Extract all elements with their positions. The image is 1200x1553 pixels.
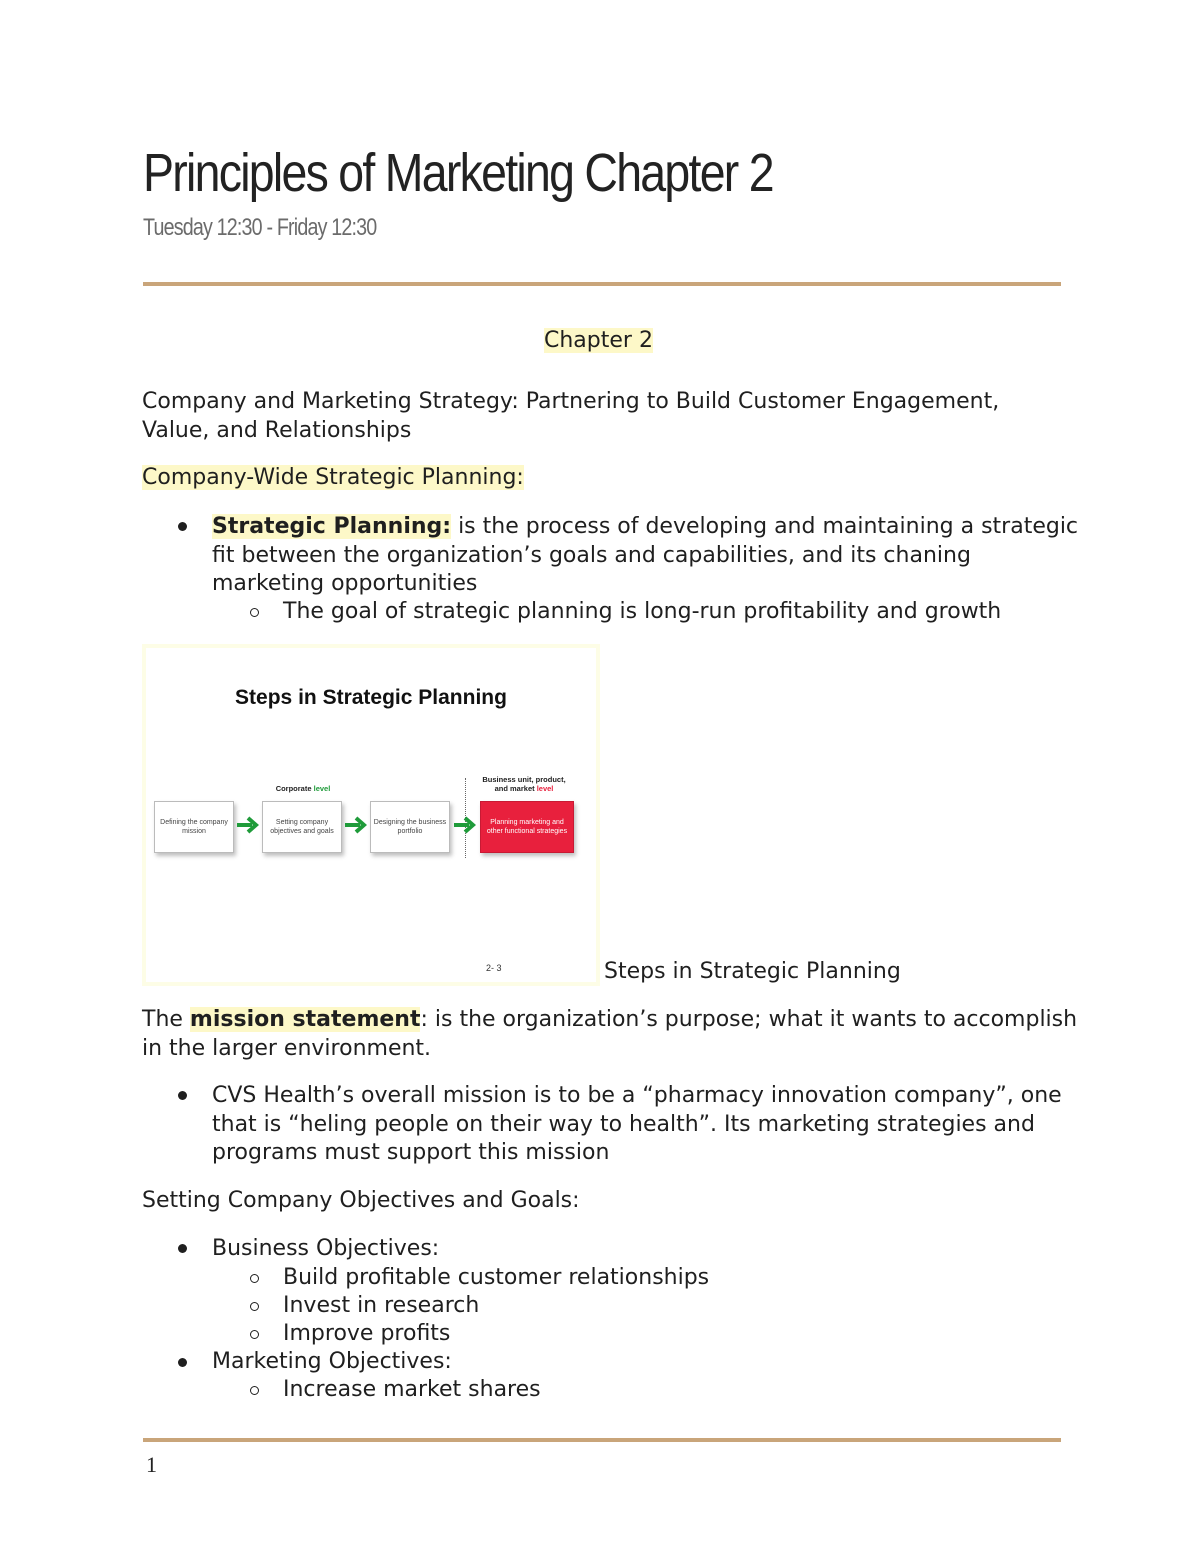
footer-divider: [143, 1438, 1061, 1442]
bullet-icon: [178, 1091, 187, 1100]
arrow-right-icon: [452, 815, 476, 835]
business-objective-item: Build profitable customer relationships: [283, 1265, 710, 1290]
step-box-marketing: Planning marketing and other functional strategies: [480, 801, 574, 853]
business-level-label: Business unit, product, and market level: [482, 775, 566, 793]
document-subtitle: Tuesday 12:30 - Friday 12:30: [143, 214, 377, 241]
strategic-planning-term: Strategic Planning:: [212, 514, 452, 539]
mission-line-2: in the larger environment.: [142, 1036, 432, 1061]
sub-bullet-icon: [250, 608, 259, 617]
step-box-objectives: Setting company objectives and goals: [262, 801, 342, 853]
corporate-level-label: Corporate level: [275, 784, 331, 793]
marketing-objective-item: Increase market shares: [283, 1377, 541, 1402]
arrow-right-icon: [343, 815, 367, 835]
mission-term: mission statement: [189, 1007, 421, 1032]
bullet-icon: [178, 1358, 187, 1367]
strategic-planning-sub-bullet: The goal of strategic planning is long-run profitability and growth: [283, 599, 1002, 624]
cvs-line-1: CVS Health’s overall mission is to be a “pharmacy innovation company”, one: [212, 1083, 1062, 1108]
sub-bullet-icon: [250, 1302, 259, 1311]
arrow-right-icon: [235, 815, 259, 835]
bullet-icon: [178, 522, 187, 531]
chapter-heading: Chapter 2: [544, 328, 653, 353]
strategic-planning-line-3: marketing opportunities: [212, 571, 478, 596]
sub-bullet-icon: [250, 1330, 259, 1339]
document-title: Principles of Marketing Chapter 2: [143, 143, 773, 203]
cvs-line-2: that is “heling people on their way to health”. Its marketing strategies and: [212, 1112, 1035, 1137]
strategic-planning-line-1: Strategic Planning: is the process of developing and maintaining a strategic: [212, 514, 1079, 539]
section-heading-strategic-planning: Company-Wide Strategic Planning:: [142, 465, 524, 490]
sub-bullet-icon: [250, 1386, 259, 1395]
sub-bullet-icon: [250, 1274, 259, 1283]
figure-page-label: 2- 3: [486, 963, 502, 973]
business-objectives-label: Business Objectives:: [212, 1236, 440, 1261]
marketing-objectives-label: Marketing Objectives:: [212, 1349, 452, 1374]
header-divider: [143, 282, 1061, 286]
intro-line-1: Company and Marketing Strategy: Partnering to Build Customer Engagement,: [142, 389, 1000, 414]
business-objective-item: Invest in research: [283, 1293, 480, 1318]
figure-caption: Steps in Strategic Planning: [604, 959, 901, 984]
strategic-planning-line-2: fit between the organization’s goals and capabilities, and its chaning: [212, 543, 971, 568]
step-box-portfolio: Designing the business portfolio: [370, 801, 450, 853]
step-box-mission: Defining the company mission: [154, 801, 234, 853]
page-number: 1: [146, 1452, 157, 1477]
business-objective-item: Improve profits: [283, 1321, 451, 1346]
figure-title: Steps in Strategic Planning: [235, 686, 507, 709]
intro-line-2: Value, and Relationships: [142, 418, 412, 443]
mission-line-1: The mission statement: is the organization’s purpose; what it wants to accomplish: [142, 1007, 1078, 1032]
section-heading-objectives: Setting Company Objectives and Goals:: [142, 1188, 580, 1213]
cvs-line-3: programs must support this mission: [212, 1140, 610, 1165]
bullet-icon: [178, 1244, 187, 1253]
strategic-planning-figure: [142, 644, 600, 986]
